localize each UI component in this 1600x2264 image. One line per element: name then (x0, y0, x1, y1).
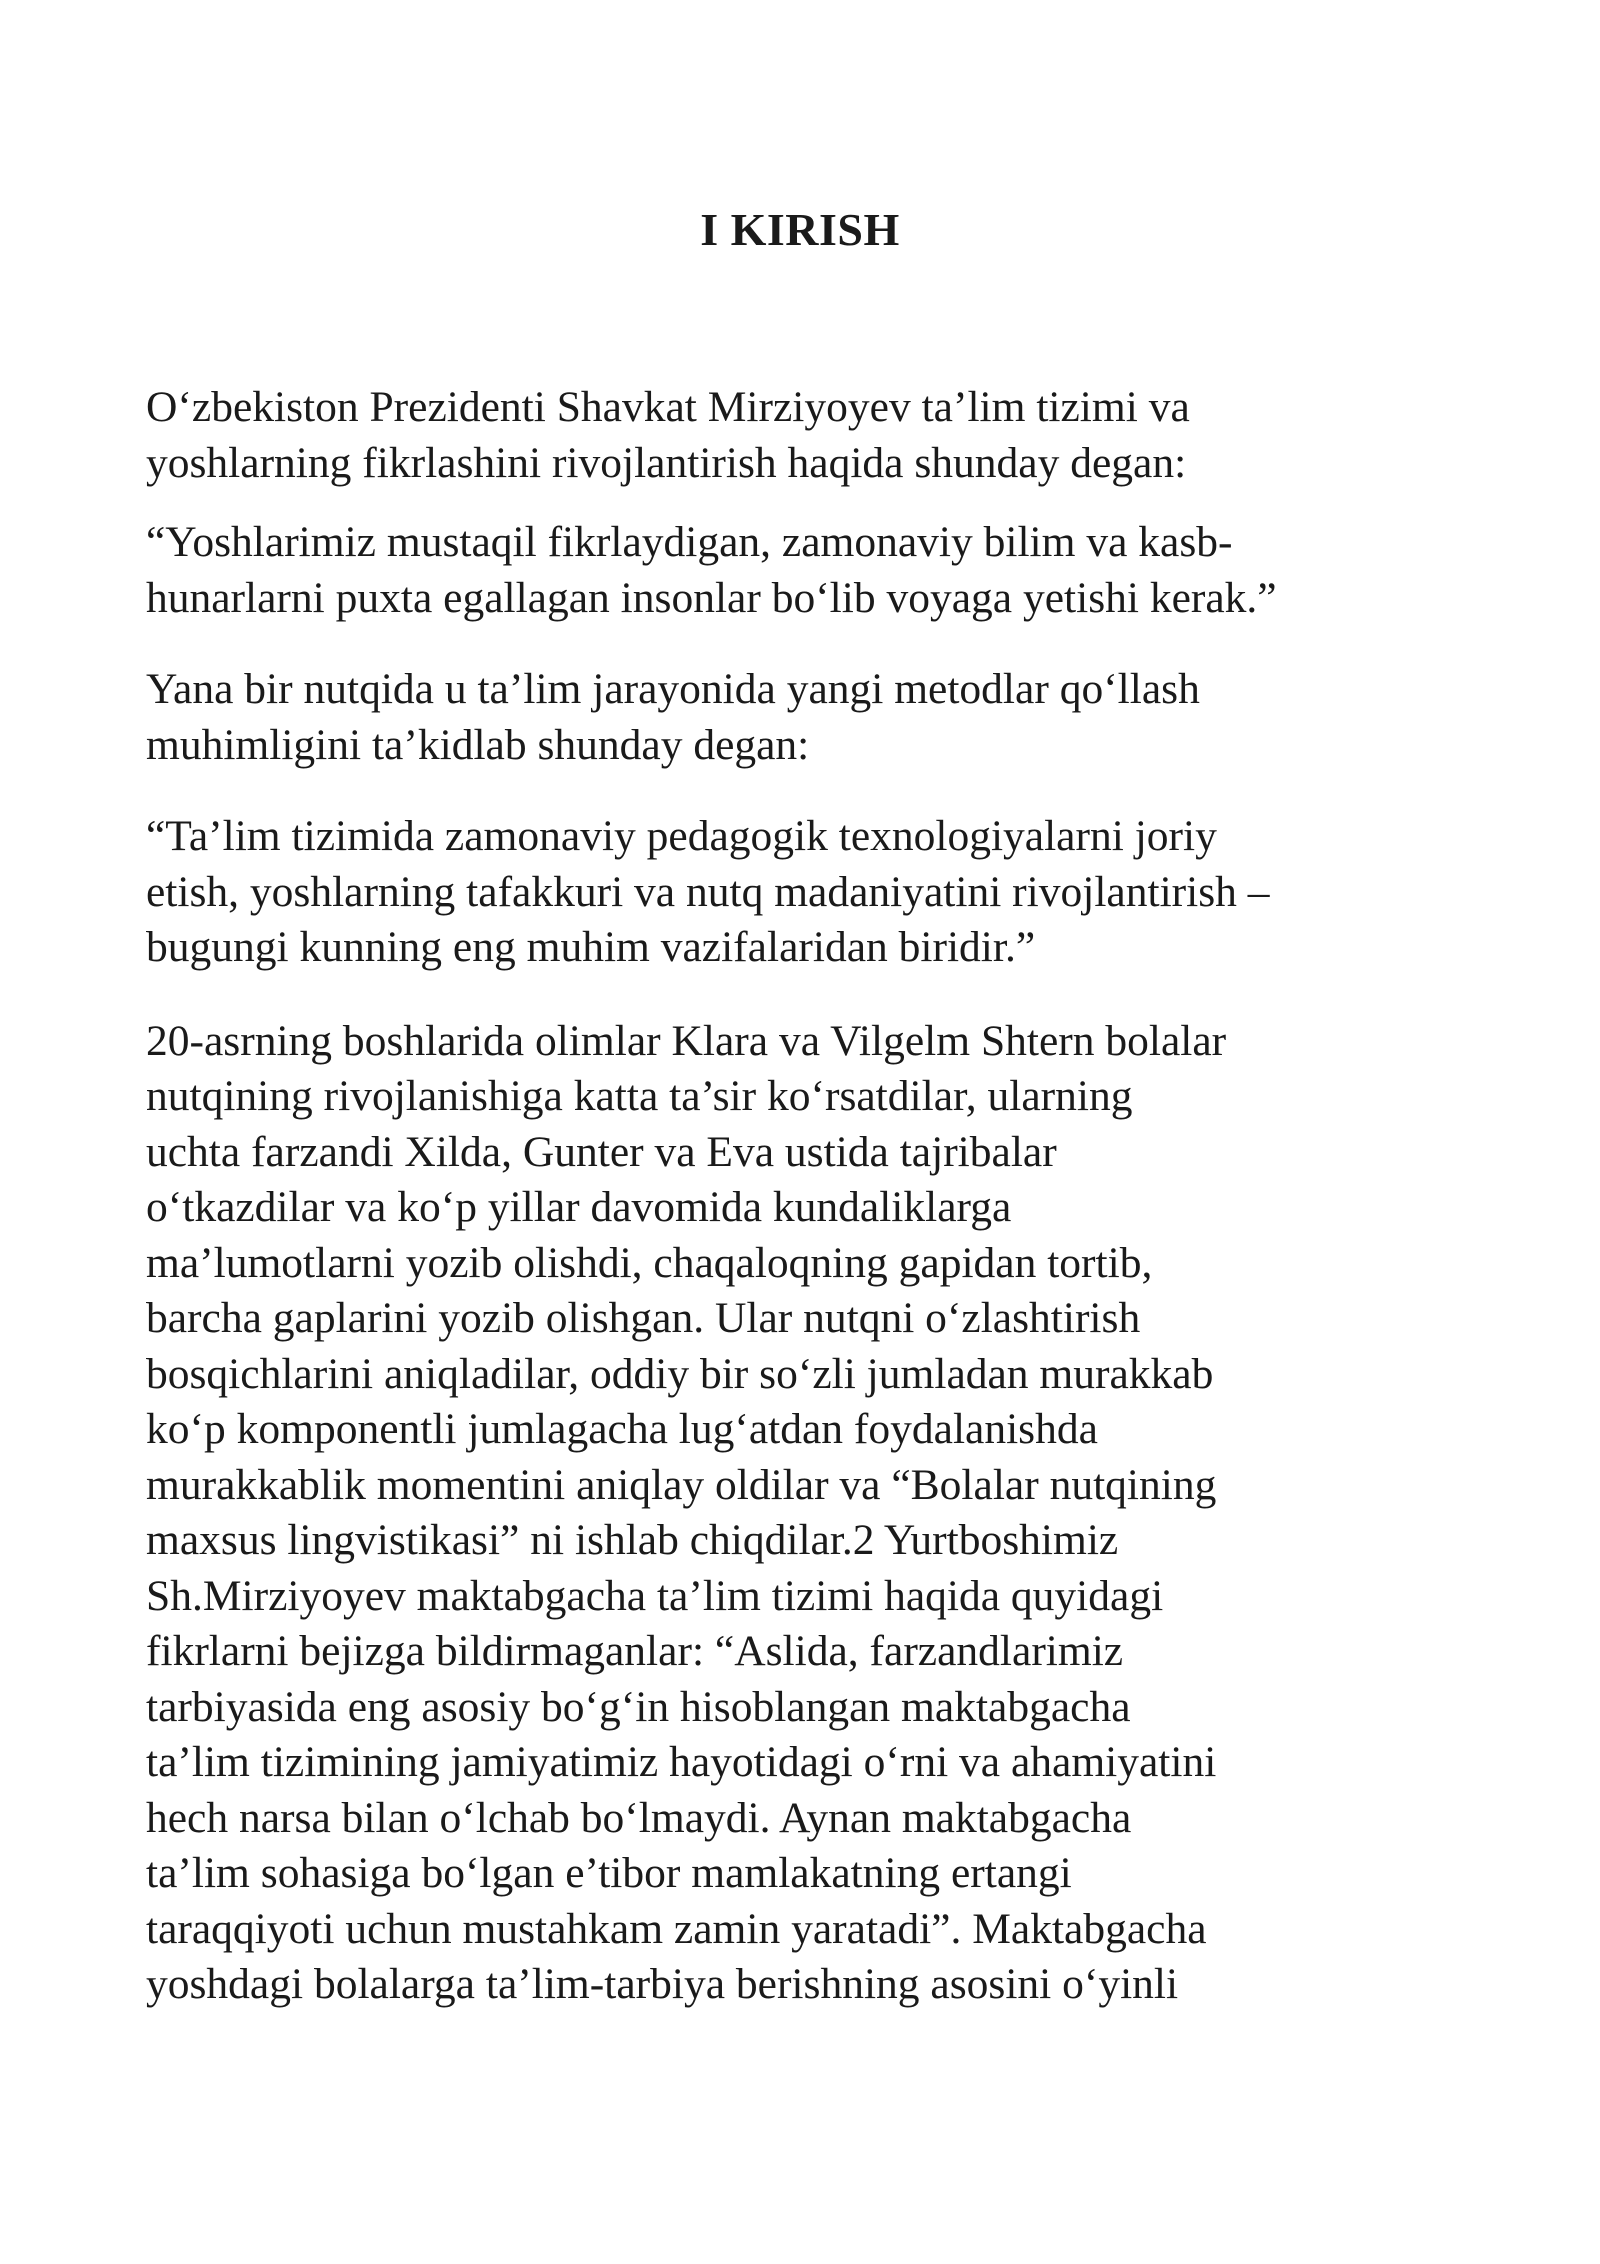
text-line: etish, yoshlarning tafakkuri va nutq madaniyatini rivojlantirish – (146, 867, 1270, 916)
text-line: tarbiyasida eng asosiy bo‘g‘in hisoblangan maktabgacha (146, 1682, 1131, 1731)
text-line: barcha gaplarini yozib olishgan. Ular nutqni o‘zlashtirish (146, 1294, 1141, 1342)
text-line: O‘zbekiston Prezidenti Shavkat Mirziyoyev ta’lim tizimi va (146, 383, 1190, 431)
paragraph-intro (146, 380, 1446, 491)
paragraph-quote-1 (146, 515, 1446, 626)
text-line: ma’lumotlarni yozib olishdi, chaqaloqning gapidan tortib, (146, 1238, 1153, 1287)
text-line: ta’lim tizimining jamiyatimiz hayotidagi o‘rni va ahamiyatini (146, 1738, 1217, 1786)
body-text (146, 380, 1446, 2013)
text-line: 20-asrning boshlarida olimlar Klara va Vilgelm Shtern bolalar (146, 1016, 1227, 1065)
text-line: uchta farzandi Xilda, Gunter va Eva ustida tajribalar (146, 1127, 1057, 1176)
text-line: bosqichlarini aniqladilar, oddiy bir so‘zli jumladan murakkab (146, 1349, 1214, 1398)
text-line: muhimligini ta’kidlab shunday degan: (146, 720, 810, 769)
text-line: “Ta’lim tizimida zamonaviy pedagogik texnologiyalarni joriy (146, 812, 1217, 860)
text-line: ko‘p komponentli jumlagacha lug‘atdan foydalanishda (146, 1405, 1098, 1453)
text-line: ta’lim sohasiga bo‘lgan e’tibor mamlakatning ertangi (146, 1849, 1072, 1897)
text-line: maxsus lingvistikasi” ni ishlab chiqdilar.2 Yurtboshimiz (146, 1516, 1119, 1564)
text-line: fikrlarni bejizga bildirmaganlar: “Aslida, farzandlarimiz (146, 1627, 1124, 1675)
paragraph-quote-2 (146, 809, 1446, 976)
text-line: Sh.Mirziyoyev maktabgacha ta’lim tizimi haqida quyidagi (146, 1571, 1164, 1620)
text-line: yoshlarning fikrlashini rivojlantirish haqida shunday degan: (146, 438, 1187, 487)
text-line: yoshdagi bolalarga ta’lim-tarbiya berishning asosini o‘yinli (146, 1960, 1179, 2008)
page-title: I KIRISH (700, 204, 900, 255)
text-line: hunarlarni puxta egallagan insonlar bo‘lib voyaga yetishi kerak.” (146, 573, 1277, 622)
text-line: taraqqiyoti uchun mustahkam zamin yaratadi”. Maktabgacha (146, 1904, 1207, 1953)
text-line: hech narsa bilan o‘lchab bo‘lmaydi. Aynan maktabgacha (146, 1793, 1132, 1842)
text-line: “Yoshlarimiz mustaqil fikrlaydigan, zamonaviy bilim va kasb- (146, 518, 1233, 566)
text-line: nutqining rivojlanishiga katta ta’sir ko‘rsatdilar, ularning (146, 1072, 1133, 1120)
paragraph-second-speech (146, 662, 1446, 773)
text-line: bugungi kunning eng muhim vazifalaridan biridir.” (146, 923, 1036, 971)
paragraph-main (146, 1014, 1446, 2013)
text-line: Yana bir nutqida u ta’lim jarayonida yangi metodlar qo‘llash (146, 665, 1200, 713)
text-line: murakkablik momentini aniqlay oldilar va “Bolalar nutqining (146, 1460, 1217, 1509)
text-line: o‘tkazdilar va ko‘p yillar davomida kundaliklarga (146, 1183, 1012, 1231)
